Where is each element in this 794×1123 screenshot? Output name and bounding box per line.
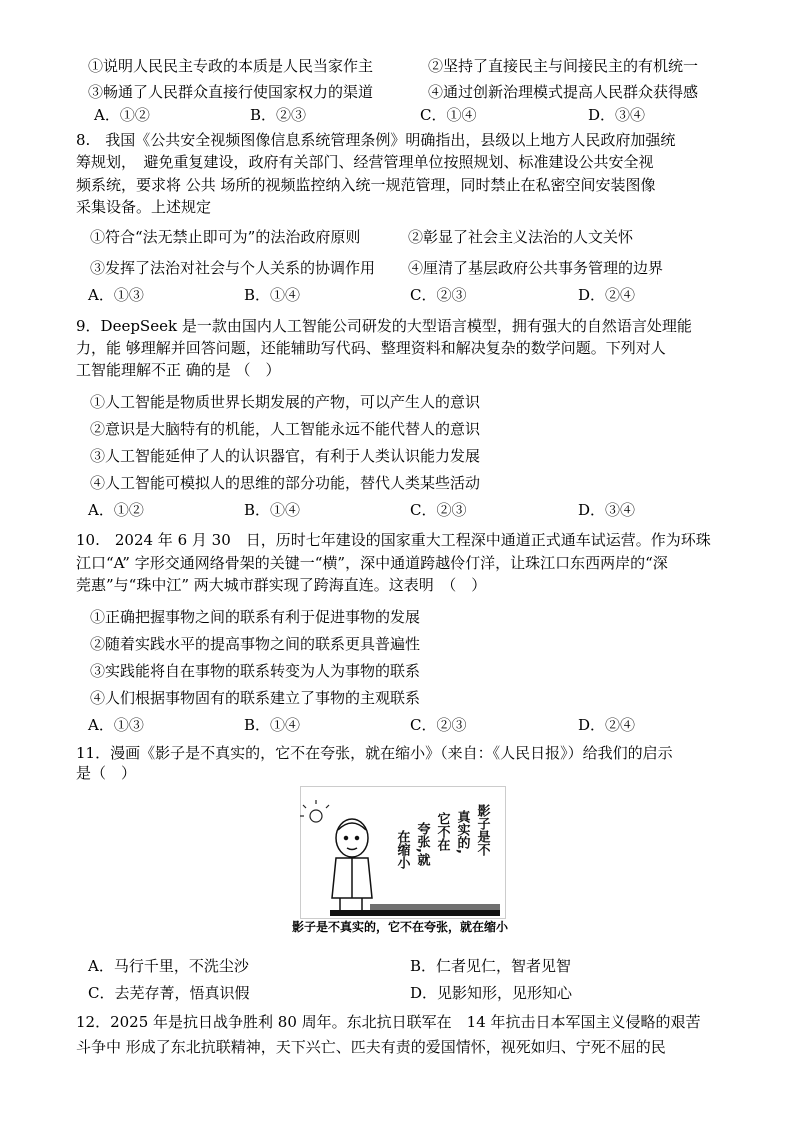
cartoon-text-col-2: 真实的,	[454, 810, 470, 854]
q9-choice-d[interactable]: D．③④	[578, 501, 636, 519]
q11-choice-a[interactable]: A．马行千里，不洗尘沙	[88, 957, 249, 975]
cartoon-text-col-3: 它不在	[434, 812, 450, 851]
q8-option-4: ④厘清了基层政府公共事务管理的边界	[408, 259, 664, 277]
q10-choice-c[interactable]: C．②③	[410, 716, 467, 734]
q10-option-4: ④人们根据事物固有的联系建立了事物的主观联系	[90, 689, 421, 707]
q9-option-3: ③人工智能延伸了人的认识器官，有利于人类认识能力发展	[90, 447, 481, 465]
q8-choice-d[interactable]: D．②④	[578, 286, 636, 304]
q9-stem-line-2: 力，能 够理解并回答问题，还能辅助写代码、整理资料和解决复杂的数学问题。下列对人	[76, 339, 666, 357]
q9-stem-line-1: 9．DeepSeek 是一款由国内人工智能公司研发的大型语言模型，拥有强大的自然语言处理能	[76, 317, 692, 335]
q8-option-2: ②彰显了社会主义法治的人文关怀	[408, 228, 634, 246]
q7-choice-c[interactable]: C．①④	[420, 106, 477, 124]
q7-choice-a[interactable]: A．①②	[94, 106, 150, 124]
q7-option-2: ②坚持了直接民主与间接民主的有机统一	[428, 57, 699, 75]
q9-option-2: ②意识是大脑特有的机能，人工智能永远不能代替人的意识	[90, 420, 481, 438]
q8-stem-line-4: 采集设备。上述规定	[76, 198, 212, 216]
cartoon-text-col-5: 在缩小	[394, 830, 410, 869]
q8-stem-line-3: 频系统，要求将 公共 场所的视频监控纳入统一规范管理，同时禁止在私密空间安装图像	[76, 176, 656, 194]
q12-stem-line-1: 12．2025 年是抗日战争胜利 80 周年。东北抗日联军在 14 年抗击日本军国主义侵略的艰苦	[76, 1013, 701, 1031]
q10-stem-line-1: 10. 2024 年 6 月 30 日，历时七年建设的国家重大工程深中通道正式通车试运营。作为环珠	[76, 531, 711, 549]
q7-choice-d[interactable]: D．③④	[588, 106, 646, 124]
q9-option-1: ①人工智能是物质世界长期发展的产物，可以产生人的意识	[90, 393, 481, 411]
q10-option-3: ③实践能将自在事物的联系转变为人为事物的联系	[90, 662, 421, 680]
q11-choice-d[interactable]: D．见影知形，见形知心	[410, 984, 573, 1002]
q7-option-1: ①说明人民民主专政的本质是人民当家作主	[88, 57, 374, 75]
shadow-shape	[330, 910, 500, 916]
q10-option-1: ①正确把握事物之间的联系有利于促进事物的发展	[90, 608, 421, 626]
q8-stem-line-1: 8. 我国《公共安全视频图像信息系统管理条例》明确指出，县级以上地方人民政府加强统	[76, 131, 676, 149]
cartoon-caption: 影子是不真实的，它不在夸张，就在缩小	[291, 920, 508, 934]
q10-option-2: ②随着实践水平的提高事物之间的联系更具普遍性	[90, 635, 421, 653]
q11-choice-b[interactable]: B．仁者见仁，智者见智	[410, 957, 572, 975]
cartoon-text-col-1: 影子是不	[474, 804, 490, 856]
q10-choice-d[interactable]: D．②④	[578, 716, 636, 734]
q10-stem-line-3: 莞惠”与“珠中江” 两大城市群实现了跨海直连。这表明 （ ）	[76, 576, 487, 594]
boy-figure	[332, 819, 372, 910]
q8-choice-a[interactable]: A．①③	[88, 286, 144, 304]
cartoon-text-col-4: 夸张,就	[414, 822, 430, 866]
q10-stem-line-2: 江口“A” 字形交通网络骨架的关键一“横”，深中通道跨越伶仃洋，让珠江口东西两岸的“深	[76, 554, 668, 572]
q9-choice-c[interactable]: C．②③	[410, 501, 467, 519]
q7-option-4: ④通过创新治理模式提高人民群众获得感	[428, 83, 699, 101]
q10-choice-a[interactable]: A．①③	[88, 716, 144, 734]
q9-choice-b[interactable]: B．①④	[244, 501, 301, 519]
q11-stem-line-1: 11．漫画《影子是不真实的，它不在夸张，就在缩小》（来自：《人民日报》）给我们的启示	[76, 744, 673, 762]
q9-choice-a[interactable]: A．①②	[88, 501, 144, 519]
shadow-cartoon-image	[300, 786, 506, 919]
q7-choice-b[interactable]: B．②③	[250, 106, 307, 124]
q8-option-3: ③发挥了法治对社会与个人关系的协调作用	[90, 259, 376, 277]
q9-option-4: ④人工智能可模拟人的思维的部分功能，替代人类某些活动	[90, 474, 481, 492]
q11-stem-line-2: 是（ ）	[76, 764, 137, 782]
q8-choice-b[interactable]: B．①④	[244, 286, 301, 304]
q11-choice-c[interactable]: C．去芜存菁，悟真识假	[88, 984, 250, 1002]
q8-option-1: ①符合“法无禁止即可为”的法治政府原则	[90, 228, 361, 246]
q8-choice-c[interactable]: C．②③	[410, 286, 467, 304]
q10-choice-b[interactable]: B．①④	[244, 716, 301, 734]
q7-option-3: ③畅通了人民群众直接行使国家权力的渠道	[88, 83, 374, 101]
q8-stem-line-2: 筹规划， 避免重复建设，政府有关部门、经营管理单位按照规划、标准建设公共安全视	[76, 153, 654, 171]
q9-stem-line-3: 工智能理解不正 确的是 （ ）	[76, 361, 281, 379]
q12-stem-line-2: 斗争中 形成了东北抗联精神，天下兴亡、匹夫有责的爱国情怀，视死如归、宁死不屈的民	[76, 1038, 666, 1056]
